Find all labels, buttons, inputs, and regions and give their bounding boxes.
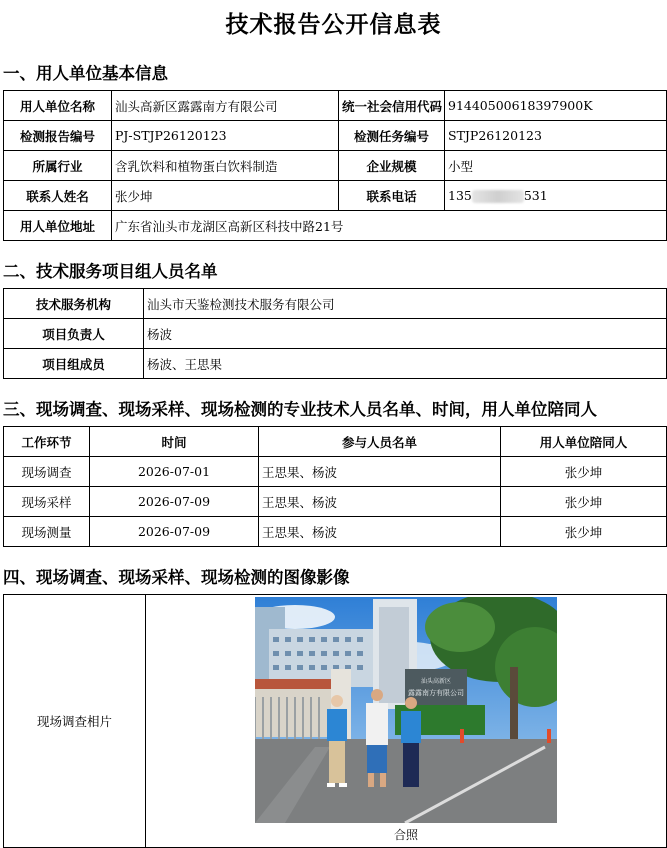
participants: 王思果、杨波 (259, 457, 501, 487)
section-2-heading: 二、技术服务项目组人员名单 (3, 262, 218, 281)
table-row (4, 517, 667, 547)
cell-label: 项目负责人 (4, 319, 144, 349)
contact-name: 张少坤 (112, 181, 339, 211)
cell-label: 技术服务机构 (4, 289, 144, 319)
fieldwork-table (3, 426, 667, 547)
photo-label: 现场调查相片 (4, 595, 146, 848)
phone-prefix: 135 (448, 188, 472, 203)
company-name: 汕头高新区露露南方有限公司 (112, 91, 339, 121)
cell-label: 联系电话 (339, 181, 445, 211)
team-table (3, 288, 667, 379)
cell-label: 用人单位名称 (4, 91, 112, 121)
table-row (4, 349, 667, 379)
column-header: 时间 (90, 427, 259, 457)
cell-label: 统一社会信用代码 (339, 91, 445, 121)
section-1-heading: 一、用人单位基本信息 (3, 64, 168, 83)
participants: 王思果、杨波 (259, 517, 501, 547)
table-row (4, 211, 667, 241)
table-row (4, 151, 667, 181)
report-number: PJ-STJP26120123 (112, 121, 339, 151)
project-members: 杨波、王思果 (144, 349, 667, 379)
contact-phone (445, 181, 667, 211)
project-lead: 杨波 (144, 319, 667, 349)
table-row (4, 181, 667, 211)
work-date: 2026-07-09 (90, 487, 259, 517)
industry: 含乳饮料和植物蛋白饮料制造 (112, 151, 339, 181)
photo-caption: 合照 (393, 828, 418, 842)
table-row (4, 487, 667, 517)
cell-label: 检测报告编号 (4, 121, 112, 151)
work-stage: 现场测量 (4, 517, 90, 547)
photo-sign-line2: 露露南方有限公司 (408, 689, 464, 697)
company-scale: 小型 (445, 151, 667, 181)
table-row (4, 289, 667, 319)
task-number: STJP26120123 (445, 121, 667, 151)
phone-redaction (472, 190, 524, 203)
accompanying-person: 张少坤 (501, 517, 667, 547)
cell-label: 所属行业 (4, 151, 112, 181)
page-title: 技术报告公开信息表 (225, 12, 442, 38)
work-stage: 现场调查 (4, 457, 90, 487)
section-3-heading: 三、现场调查、现场采样、现场检测的专业技术人员名单、时间，用人单位陪同人 (3, 400, 597, 419)
participants: 王思果、杨波 (259, 487, 501, 517)
cell-label: 检测任务编号 (339, 121, 445, 151)
cell-label: 企业规模 (339, 151, 445, 181)
work-date: 2026-07-01 (90, 457, 259, 487)
phone-suffix: 531 (523, 188, 548, 203)
company-address: 广东省汕头市龙湖区高新区科技中路21号 (112, 211, 667, 241)
photo-sign-line1: 汕头高新区 (420, 678, 452, 685)
accompanying-person: 张少坤 (501, 457, 667, 487)
table-row (4, 319, 667, 349)
site-survey-photo (255, 597, 557, 823)
accompanying-person: 张少坤 (501, 487, 667, 517)
table-header-row (4, 427, 667, 457)
cell-label: 联系人姓名 (4, 181, 112, 211)
table-row (4, 121, 667, 151)
column-header: 用人单位陪同人 (501, 427, 667, 457)
table-row (4, 91, 667, 121)
basic-info-table (3, 90, 667, 241)
service-org: 汕头市天鉴检测技术服务有限公司 (144, 289, 667, 319)
cell-label: 用人单位地址 (4, 211, 112, 241)
credit-code: 91440500618397900K (445, 91, 667, 121)
column-header: 参与人员名单 (259, 427, 501, 457)
work-date: 2026-07-09 (90, 517, 259, 547)
work-stage: 现场采样 (4, 487, 90, 517)
cell-label: 项目组成员 (4, 349, 144, 379)
column-header: 工作环节 (4, 427, 90, 457)
section-4-heading: 四、现场调查、现场采样、现场检测的图像影像 (3, 568, 350, 587)
table-row (4, 457, 667, 487)
